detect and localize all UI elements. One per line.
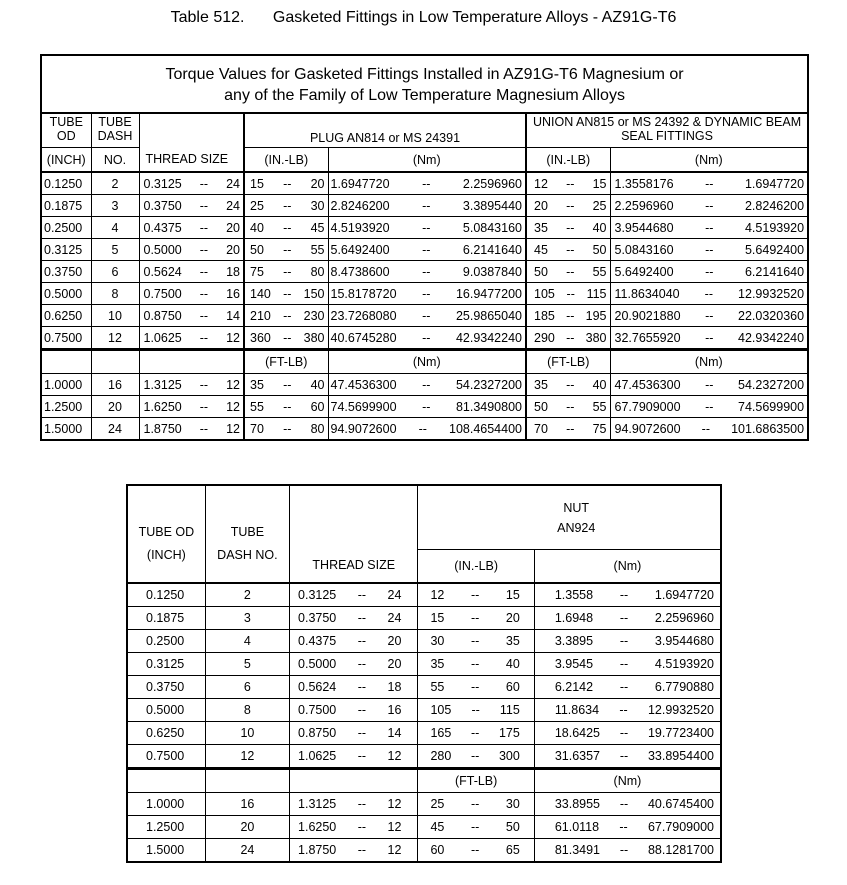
thread-size-cell: 1.3125 -- 12 — [139, 374, 244, 396]
plug-nm-cell: 15.8178720 -- 16.9477200 — [328, 283, 526, 305]
table-row — [41, 172, 808, 195]
thread-size-cell: 0.5000 -- 20 — [139, 239, 244, 261]
nut-nm-cell: 1.3558 -- 1.6947720 — [534, 583, 721, 607]
header-plug-inlb: (IN.-LB) — [244, 148, 328, 173]
tube-od-cell: 0.3125 — [41, 239, 91, 261]
header-union-nm: (Nm) — [610, 148, 808, 173]
nut-torque-cell: 45 -- 50 — [418, 816, 534, 839]
table-row — [127, 676, 721, 699]
plug-torque-cell: 15 -- 20 — [244, 172, 328, 195]
thread-size-cell: 0.8750 -- 14 — [290, 722, 418, 745]
plug-nm-cell: 1.6947720 -- 2.2596960 — [328, 172, 526, 195]
table-row — [127, 722, 721, 745]
thread-size-cell: 1.6250 -- 12 — [139, 396, 244, 418]
table-row — [41, 195, 808, 217]
thread-size-cell: 1.0625 -- 12 — [290, 745, 418, 769]
header-tube-od: TUBE OD (INCH) — [127, 485, 205, 583]
plug-nm-cell: 47.4536300 -- 54.2327200 — [328, 374, 526, 396]
header-inch: (INCH) — [41, 148, 91, 173]
tube-od-cell: 0.5000 — [41, 283, 91, 305]
header-nut-ftlb: (FT-LB) — [418, 769, 534, 793]
tube-od-cell: 0.3750 — [127, 676, 205, 699]
nut-torque-cell: 280 -- 300 — [418, 745, 534, 769]
tube-dash-cell: 2 — [91, 172, 139, 195]
nut-nm-cell: 1.6948 -- 2.2596960 — [534, 607, 721, 630]
table-row — [41, 374, 808, 396]
tube-od-cell: 0.6250 — [41, 305, 91, 327]
tube-dash-cell: 16 — [205, 793, 289, 816]
nut-nm-cell: 61.0118 -- 67.7909000 — [534, 816, 721, 839]
table-row — [41, 396, 808, 418]
ftlb-subheader-row — [127, 769, 721, 793]
plug-nm-cell: 8.4738600 -- 9.0387840 — [328, 261, 526, 283]
nut-torque-cell: 165 -- 175 — [418, 722, 534, 745]
plug-nm-cell: 5.6492400 -- 6.2141640 — [328, 239, 526, 261]
thread-size-cell: 0.5624 -- 18 — [139, 261, 244, 283]
tube-dash-cell: 6 — [91, 261, 139, 283]
union-nm-cell: 47.4536300 -- 54.2327200 — [610, 374, 808, 396]
plug-torque-cell: 70 -- 80 — [244, 418, 328, 441]
union-nm-cell: 5.6492400 -- 6.2141640 — [610, 261, 808, 283]
plug-nm-cell: 94.9072600 -- 108.4654400 — [328, 418, 526, 441]
table-row — [41, 418, 808, 441]
table-row — [41, 327, 808, 350]
union-torque-cell: 290 -- 380 — [526, 327, 610, 350]
union-nm-cell: 32.7655920 -- 42.9342240 — [610, 327, 808, 350]
table-row — [41, 217, 808, 239]
union-torque-cell: 20 -- 25 — [526, 195, 610, 217]
thread-size-cell: 0.3750 -- 24 — [290, 607, 418, 630]
header-nut: NUT AN924 — [418, 485, 721, 550]
nut-nm-cell: 33.8955 -- 40.6745400 — [534, 793, 721, 816]
plug-torque-cell: 35 -- 40 — [244, 374, 328, 396]
tube-od-cell: 0.6250 — [127, 722, 205, 745]
table-title: Gasketed Fittings in Low Temperature Alloys - AZ91G-T6 — [272, 9, 677, 26]
nut-torque-cell: 60 -- 65 — [418, 839, 534, 863]
plug-nm-cell: 4.5193920 -- 5.0843160 — [328, 217, 526, 239]
table-row — [127, 653, 721, 676]
header-no: NO. — [91, 148, 139, 173]
plug-torque-cell: 55 -- 60 — [244, 396, 328, 418]
table-row — [127, 839, 721, 863]
tube-od-cell: 0.1250 — [41, 172, 91, 195]
tube-dash-cell: 6 — [205, 676, 289, 699]
tube-dash-cell: 20 — [91, 396, 139, 418]
tube-dash-cell: 5 — [91, 239, 139, 261]
plug-nm-cell: 74.5699900 -- 81.3490800 — [328, 396, 526, 418]
nut-torque-cell: 12 -- 15 — [418, 583, 534, 607]
thread-size-cell: 1.8750 -- 12 — [290, 839, 418, 863]
tube-dash-cell: 10 — [205, 722, 289, 745]
tube-dash-cell: 5 — [205, 653, 289, 676]
table-row — [41, 283, 808, 305]
tube-dash-cell: 4 — [91, 217, 139, 239]
plug-torque-cell: 140 -- 150 — [244, 283, 328, 305]
nut-torque-cell: 25 -- 30 — [418, 793, 534, 816]
header-thread-size: THREAD SIZE — [139, 113, 244, 172]
tube-dash-cell: 12 — [205, 745, 289, 769]
table-row — [127, 816, 721, 839]
thread-size-cell: 1.0625 -- 12 — [139, 327, 244, 350]
nut-torque-cell: 35 -- 40 — [418, 653, 534, 676]
tube-od-cell: 1.5000 — [41, 418, 91, 441]
thread-size-cell: 0.7500 -- 16 — [290, 699, 418, 722]
tube-dash-cell: 24 — [205, 839, 289, 863]
header-union-nm-2: (Nm) — [610, 350, 808, 374]
tube-od-cell: 0.1875 — [127, 607, 205, 630]
table-row — [127, 745, 721, 769]
tube-dash-cell: 2 — [205, 583, 289, 607]
union-torque-cell: 12 -- 15 — [526, 172, 610, 195]
tube-od-cell: 1.0000 — [41, 374, 91, 396]
tube-od-cell: 1.2500 — [127, 816, 205, 839]
torque-table-nut — [126, 484, 722, 863]
thread-size-cell: 0.7500 -- 16 — [139, 283, 244, 305]
union-nm-cell: 3.9544680 -- 4.5193920 — [610, 217, 808, 239]
tube-od-cell: 1.2500 — [41, 396, 91, 418]
nut-nm-cell: 3.3895 -- 3.9544680 — [534, 630, 721, 653]
thread-size-cell: 0.3125 -- 24 — [290, 583, 418, 607]
header-thread-size: THREAD SIZE — [290, 485, 418, 583]
tube-dash-cell: 8 — [91, 283, 139, 305]
union-torque-cell: 35 -- 40 — [526, 374, 610, 396]
union-torque-cell: 185 -- 195 — [526, 305, 610, 327]
tube-dash-cell: 3 — [91, 195, 139, 217]
header-union: UNION AN815 or MS 24392 & DYNAMIC BEAM SEAL FITTINGS — [526, 113, 808, 148]
header-nut-inlb: (IN.-LB) — [418, 550, 534, 584]
nut-nm-cell: 18.6425 -- 19.7723400 — [534, 722, 721, 745]
tube-dash-cell: 8 — [205, 699, 289, 722]
table-number: Table 512. — [170, 9, 245, 26]
thread-size-cell: 1.6250 -- 12 — [290, 816, 418, 839]
plug-torque-cell: 40 -- 45 — [244, 217, 328, 239]
table-row — [41, 261, 808, 283]
nut-torque-cell: 105 -- 115 — [418, 699, 534, 722]
thread-size-cell: 1.3125 -- 12 — [290, 793, 418, 816]
tube-od-cell: 0.1250 — [127, 583, 205, 607]
union-torque-cell: 50 -- 55 — [526, 396, 610, 418]
tube-dash-cell: 24 — [91, 418, 139, 441]
header-plug-nm-2: (Nm) — [328, 350, 526, 374]
table-row — [127, 607, 721, 630]
nut-torque-cell: 55 -- 60 — [418, 676, 534, 699]
thread-size-cell: 1.8750 -- 12 — [139, 418, 244, 441]
header-nut-nm: (Nm) — [534, 550, 721, 584]
plug-nm-cell: 40.6745280 -- 42.9342240 — [328, 327, 526, 350]
union-nm-cell: 11.8634040 -- 12.9932520 — [610, 283, 808, 305]
header-plug-ftlb: (FT-LB) — [244, 350, 328, 374]
nut-nm-cell: 6.2142 -- 6.7790880 — [534, 676, 721, 699]
tube-dash-cell: 10 — [91, 305, 139, 327]
plug-torque-cell: 210 -- 230 — [244, 305, 328, 327]
header-union-inlb: (IN.-LB) — [526, 148, 610, 173]
tube-dash-cell: 16 — [91, 374, 139, 396]
union-nm-cell: 2.2596960 -- 2.8246200 — [610, 195, 808, 217]
tube-od-cell: 0.7500 — [41, 327, 91, 350]
torque-table-plug-union — [40, 54, 809, 441]
ftlb-subheader-row — [41, 350, 808, 374]
tube-od-cell: 0.5000 — [127, 699, 205, 722]
header-nut-nm-2: (Nm) — [534, 769, 721, 793]
tube-od-cell: 1.5000 — [127, 839, 205, 863]
header-tube-dash: TUBE DASH NO. — [205, 485, 289, 583]
header-plug: PLUG AN814 or MS 24391 — [244, 113, 526, 148]
tube-dash-cell: 4 — [205, 630, 289, 653]
thread-size-cell: 0.8750 -- 14 — [139, 305, 244, 327]
union-torque-cell: 45 -- 50 — [526, 239, 610, 261]
tube-od-cell: 0.3750 — [41, 261, 91, 283]
tube-od-cell: 0.2500 — [127, 630, 205, 653]
table-row — [127, 583, 721, 607]
nut-nm-cell: 11.8634 -- 12.9932520 — [534, 699, 721, 722]
table-row — [127, 699, 721, 722]
header-tube-od: TUBE OD — [41, 113, 91, 148]
tube-dash-cell: 20 — [205, 816, 289, 839]
header-plug-nm: (Nm) — [328, 148, 526, 173]
plug-torque-cell: 75 -- 80 — [244, 261, 328, 283]
tube-od-cell: 0.3125 — [127, 653, 205, 676]
union-nm-cell: 67.7909000 -- 74.5699900 — [610, 396, 808, 418]
plug-torque-cell: 50 -- 55 — [244, 239, 328, 261]
nut-nm-cell: 81.3491 -- 88.1281700 — [534, 839, 721, 863]
plug-torque-cell: 25 -- 30 — [244, 195, 328, 217]
tube-dash-cell: 3 — [205, 607, 289, 630]
header-union-ftlb: (FT-LB) — [526, 350, 610, 374]
plug-torque-cell: 360 -- 380 — [244, 327, 328, 350]
thread-size-cell: 0.5624 -- 18 — [290, 676, 418, 699]
header-tube-dash: TUBE DASH — [91, 113, 139, 148]
tube-od-cell: 0.2500 — [41, 217, 91, 239]
thread-size-cell: 0.3125 -- 24 — [139, 172, 244, 195]
union-torque-cell: 70 -- 75 — [526, 418, 610, 441]
nut-nm-cell: 3.9545 -- 4.5193920 — [534, 653, 721, 676]
thread-size-cell: 0.4375 -- 20 — [290, 630, 418, 653]
union-nm-cell: 20.9021880 -- 22.0320360 — [610, 305, 808, 327]
table-caption: Torque Values for Gasketed Fittings Installed in AZ91G-T6 Magnesium or any of the Family of Low Temperature Magnesium Alloys — [41, 55, 808, 113]
thread-size-cell: 0.5000 -- 20 — [290, 653, 418, 676]
union-torque-cell: 105 -- 115 — [526, 283, 610, 305]
page-title — [0, 9, 847, 27]
plug-nm-cell: 2.8246200 -- 3.3895440 — [328, 195, 526, 217]
nut-torque-cell: 30 -- 35 — [418, 630, 534, 653]
union-nm-cell: 5.0843160 -- 5.6492400 — [610, 239, 808, 261]
union-torque-cell: 35 -- 40 — [526, 217, 610, 239]
thread-size-cell: 0.3750 -- 24 — [139, 195, 244, 217]
table-row — [41, 305, 808, 327]
table-row — [127, 630, 721, 653]
union-nm-cell: 1.3558176 -- 1.6947720 — [610, 172, 808, 195]
tube-od-cell: 0.1875 — [41, 195, 91, 217]
table-row — [41, 239, 808, 261]
tube-dash-cell: 12 — [91, 327, 139, 350]
thread-size-cell: 0.4375 -- 20 — [139, 217, 244, 239]
plug-nm-cell: 23.7268080 -- 25.9865040 — [328, 305, 526, 327]
tube-od-cell: 1.0000 — [127, 793, 205, 816]
nut-nm-cell: 31.6357 -- 33.8954400 — [534, 745, 721, 769]
table-row — [127, 793, 721, 816]
tube-od-cell: 0.7500 — [127, 745, 205, 769]
union-nm-cell: 94.9072600 -- 101.6863500 — [610, 418, 808, 441]
union-torque-cell: 50 -- 55 — [526, 261, 610, 283]
nut-torque-cell: 15 -- 20 — [418, 607, 534, 630]
